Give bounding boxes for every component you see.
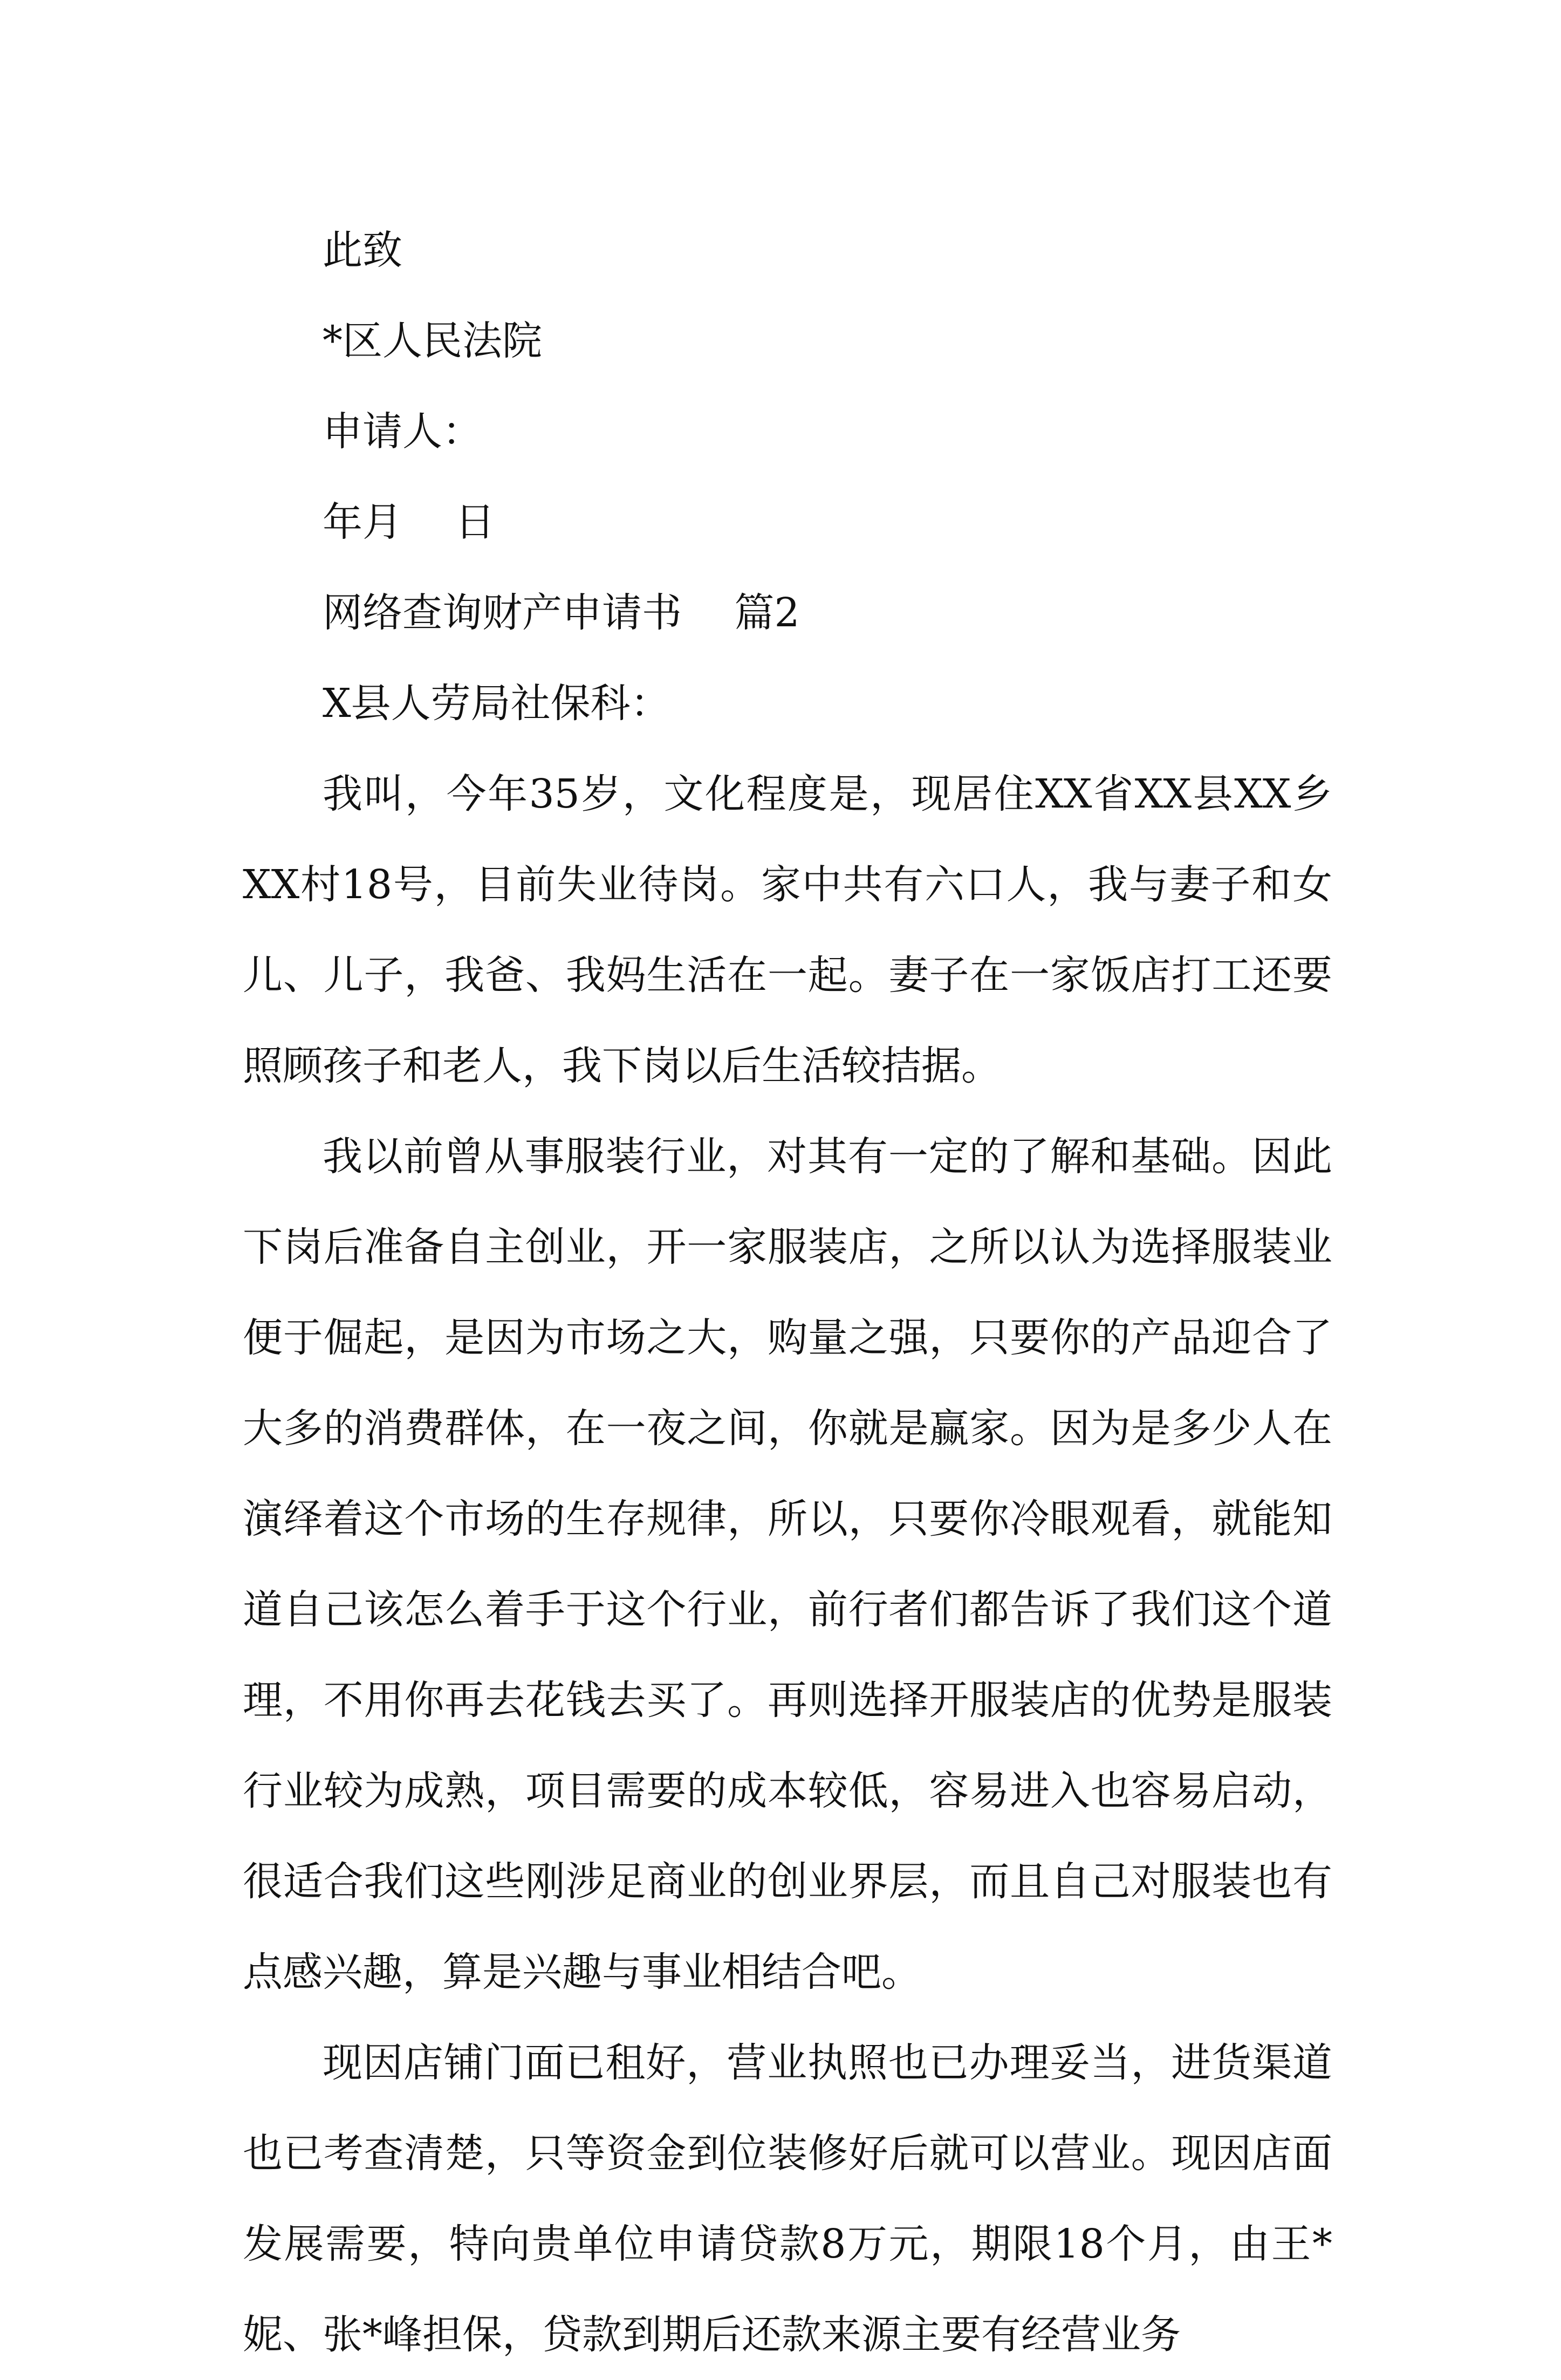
section-title: 网络查询财产申请书 篇2: [323, 590, 800, 636]
closing-date: 年月 日: [323, 499, 495, 545]
closing-salutation: 此致: [323, 227, 402, 273]
body-paragraph-1: 我叫，今年35岁，文化程度是，现居住XX省XX县XX乡XX村18号，目前失业待岗。家中共有六口人，我与妻子和女儿、儿子，我爸、我妈生活在一起。妻子在一家饭店打工还要照顾孩子和老人，我下岗以后生活较拮据。: [243, 771, 1332, 1089]
document-body: [243, 205, 1332, 2380]
body-paragraph-3: 现因店铺门面已租好，营业执照也已办理妥当，进货渠道也已考查清楚，只等资金到位装修好后就可以营业。现因店面发展需要，特向贵单位申请贷款8万元，期限18个月，由王*妮、张*峰担保，贷款到期后还款来源主要有经营业务: [243, 2040, 1332, 2358]
closing-court: *区人民法院: [323, 318, 542, 364]
body-paragraph-2: 我以前曾从事服装行业，对其有一定的了解和基础。因此下岗后准备自主创业，开一家服装店，之所以认为选择服装业便于倔起，是因为市场之大，购量之强，只要你的产品迎合了大多的消费群体，在一夜之间，你就是赢家。因为是多少人在演绎着这个市场的生存规律，所以，只要你冷眼观看，就能知道自己该怎么着手于这个行业，前行者们都告诉了我们这个道理，不用你再去花钱去买了。再则选择开服装店的优势是服装行业较为成熟，项目需要的成本较低，容易进入也容易启动，很适合我们这些刚涉足商业的创业界层，而且自己对服装也有点感兴趣，算是兴趣与事业相结合吧。: [243, 1133, 1332, 1995]
closing-applicant: 申请人：: [323, 408, 482, 455]
recipient-line: X县人劳局社保科：: [323, 680, 670, 727]
